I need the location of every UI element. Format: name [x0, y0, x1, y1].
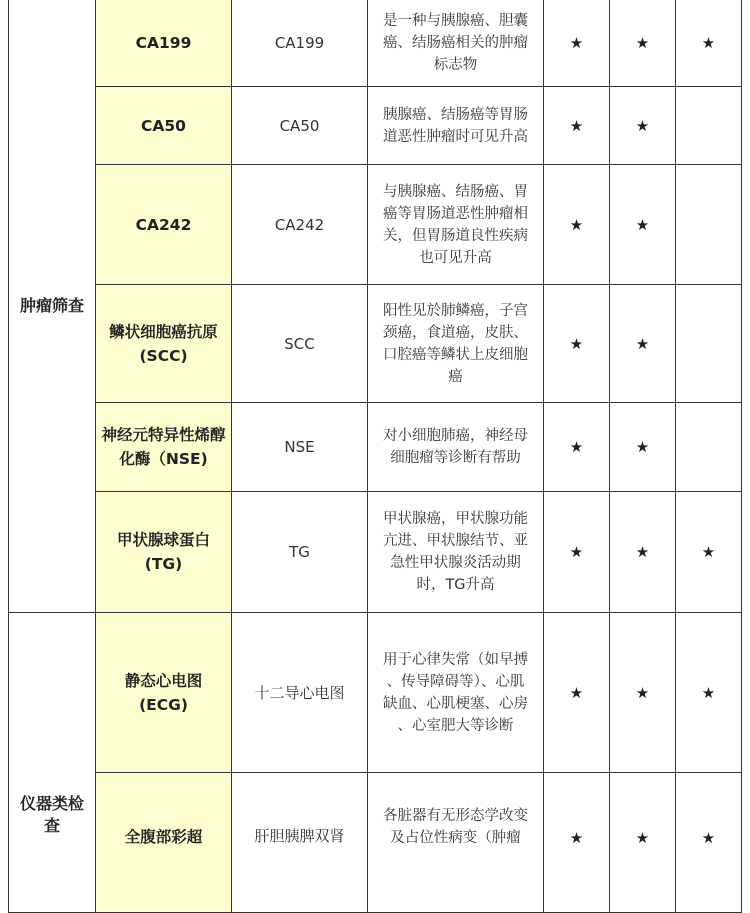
item-abbr: CA242: [274, 215, 325, 234]
desc-line: 时，TG升高: [416, 577, 495, 593]
desc-line: 道恶性肿瘤时可见升高: [383, 128, 528, 145]
star-cell: [610, 285, 676, 403]
item-name-cell: [96, 165, 232, 285]
star-icon: ★: [701, 543, 716, 561]
item-abbr-cell: [232, 403, 368, 492]
star-cell: [676, 403, 742, 492]
item-abbr: CA199: [274, 33, 325, 52]
item-name-cell: [96, 0, 232, 87]
item-desc-cell: [368, 87, 544, 165]
star-cell: [676, 773, 742, 913]
star-icon: ★: [635, 33, 650, 52]
item-abbr-cell: [232, 773, 368, 913]
table-row: [9, 773, 742, 913]
item-abbr-cell: [232, 492, 368, 613]
item-name: CA242: [135, 215, 192, 234]
item-desc-cell: [368, 0, 544, 87]
table-row: [9, 165, 742, 285]
item-name: (ECG): [139, 695, 188, 714]
category-label: 查: [43, 816, 60, 835]
item-name-cell: [96, 285, 232, 403]
item-abbr: CA50: [279, 116, 320, 135]
table-row: [9, 403, 742, 492]
star-icon: ★: [701, 683, 716, 702]
item-name: 甲状腺球蛋白: [116, 531, 210, 549]
table-row: [9, 285, 742, 403]
star-cell: [610, 773, 676, 913]
star-cell: [610, 0, 676, 87]
star-icon: ★: [569, 438, 584, 456]
star-icon: ★: [569, 33, 584, 52]
star-cell: [544, 87, 610, 165]
star-cell: [676, 165, 742, 285]
desc-line: 细胞瘤等诊断有帮助: [390, 450, 521, 466]
star-icon: ★: [569, 215, 584, 234]
desc-line: 口腔癌等鳞状上皮细胞: [383, 346, 528, 363]
desc-line: 对小细胞肺癌，神经母: [383, 428, 528, 444]
item-desc-cell: [368, 613, 544, 773]
item-name: CA50: [141, 116, 186, 135]
item-name-cell: [96, 492, 232, 613]
desc-line: 、传导障碍等）、心肌: [386, 673, 525, 690]
star-cell: [610, 613, 676, 773]
desc-line: 急性甲状腺炎活动期: [390, 555, 521, 571]
star-icon: ★: [569, 829, 584, 847]
star-cell: [676, 613, 742, 773]
star-icon: ★: [569, 543, 584, 561]
desc-line: 亢进、甲状腺结节、亚: [383, 533, 528, 549]
item-abbr: TG: [289, 543, 310, 561]
item-desc-cell: [368, 773, 544, 913]
star-cell: [544, 403, 610, 492]
star-icon: ★: [635, 215, 650, 234]
item-abbr-cell: [232, 613, 368, 773]
item-abbr-cell: [232, 87, 368, 165]
star-icon: ★: [635, 683, 650, 702]
item-desc-cell: [368, 403, 544, 492]
star-cell: [544, 0, 610, 87]
item-name-cell: [96, 613, 232, 773]
star-cell: [676, 285, 742, 403]
item-desc-cell: [368, 285, 544, 403]
star-icon: ★: [635, 334, 650, 353]
star-cell: [676, 492, 742, 613]
star-cell: [610, 492, 676, 613]
item-abbr-cell: [232, 285, 368, 403]
desc-line: 、心室肥大等诊断: [397, 717, 514, 734]
star-cell: [676, 87, 742, 165]
star-icon: ★: [635, 438, 650, 456]
star-icon: ★: [635, 829, 650, 847]
item-abbr-cell: [232, 165, 368, 285]
table-row: [9, 613, 742, 773]
category-label: 仪器类检: [19, 794, 84, 813]
item-desc-cell: [368, 492, 544, 613]
star-cell: [544, 773, 610, 913]
star-cell: [676, 0, 742, 87]
star-cell: [544, 492, 610, 613]
item-name-cell: [96, 87, 232, 165]
star-cell: [610, 403, 676, 492]
desc-line: 是一种与胰腺癌、胆囊: [383, 12, 528, 29]
desc-line: 与胰腺癌、结肠癌、胃: [383, 183, 528, 200]
item-name: 神经元特异性烯醇: [101, 426, 226, 444]
item-name: (TG): [144, 555, 183, 573]
item-abbr: 肝胆胰脾双肾: [254, 827, 345, 845]
category-cell: [9, 613, 96, 913]
category-cell: [9, 0, 96, 613]
item-name: 鳞状细胞癌抗原: [109, 322, 218, 341]
desc-line: 关，但胃肠道良性疾病: [383, 227, 528, 244]
desc-line: 各脏器有无形态学改变: [383, 808, 528, 824]
star-cell: [610, 87, 676, 165]
checkup-table: [8, 0, 742, 913]
desc-line: 癌等胃肠道恶性肿瘤相: [383, 205, 528, 222]
item-name-cell: [96, 773, 232, 913]
star-icon: ★: [635, 543, 650, 561]
item-abbr-cell: [232, 0, 368, 87]
item-name: 化酶（NSE): [119, 450, 208, 468]
item-name: (SCC): [139, 346, 188, 365]
desc-line: 癌、结肠癌相关的肿瘤: [383, 34, 528, 51]
star-icon: ★: [701, 33, 716, 52]
star-cell: [610, 165, 676, 285]
item-name: 全腹部彩超: [124, 828, 203, 846]
category-label: 肿瘤筛查: [19, 295, 84, 315]
item-name: CA199: [135, 33, 192, 52]
item-name-cell: [96, 403, 232, 492]
star-icon: ★: [569, 683, 584, 702]
desc-line: 阳性见於肺鳞癌，子宫: [383, 302, 528, 319]
item-abbr: SCC: [284, 334, 315, 353]
item-abbr: NSE: [284, 438, 315, 456]
desc-line: 胰腺癌、结肠癌等胃肠: [383, 106, 528, 123]
desc-line: 标志物: [433, 56, 478, 73]
desc-line: 缺血、心肌梗塞、心房: [383, 695, 528, 712]
star-icon: ★: [635, 116, 650, 135]
star-icon: ★: [569, 116, 584, 135]
star-icon: ★: [701, 829, 716, 847]
star-cell: [544, 165, 610, 285]
star-cell: [544, 285, 610, 403]
item-abbr: 十二导心电图: [254, 683, 345, 702]
item-desc-cell: [368, 165, 544, 285]
desc-line: 用于心律失常（如早搏: [383, 651, 528, 668]
desc-line: 及占位性病变（肿瘤: [390, 830, 521, 846]
item-name: 静态心电图: [124, 671, 203, 690]
star-cell: [544, 613, 610, 773]
star-icon: ★: [569, 334, 584, 353]
desc-line: 颈癌，食道癌，皮肤、: [383, 324, 528, 341]
table-row: [9, 0, 742, 87]
desc-line: 甲状腺癌，甲状腺功能: [383, 511, 528, 527]
table-row: [9, 492, 742, 613]
desc-line: 也可见升高: [419, 249, 492, 266]
table-row: [9, 87, 742, 165]
desc-line: 癌: [448, 368, 463, 385]
